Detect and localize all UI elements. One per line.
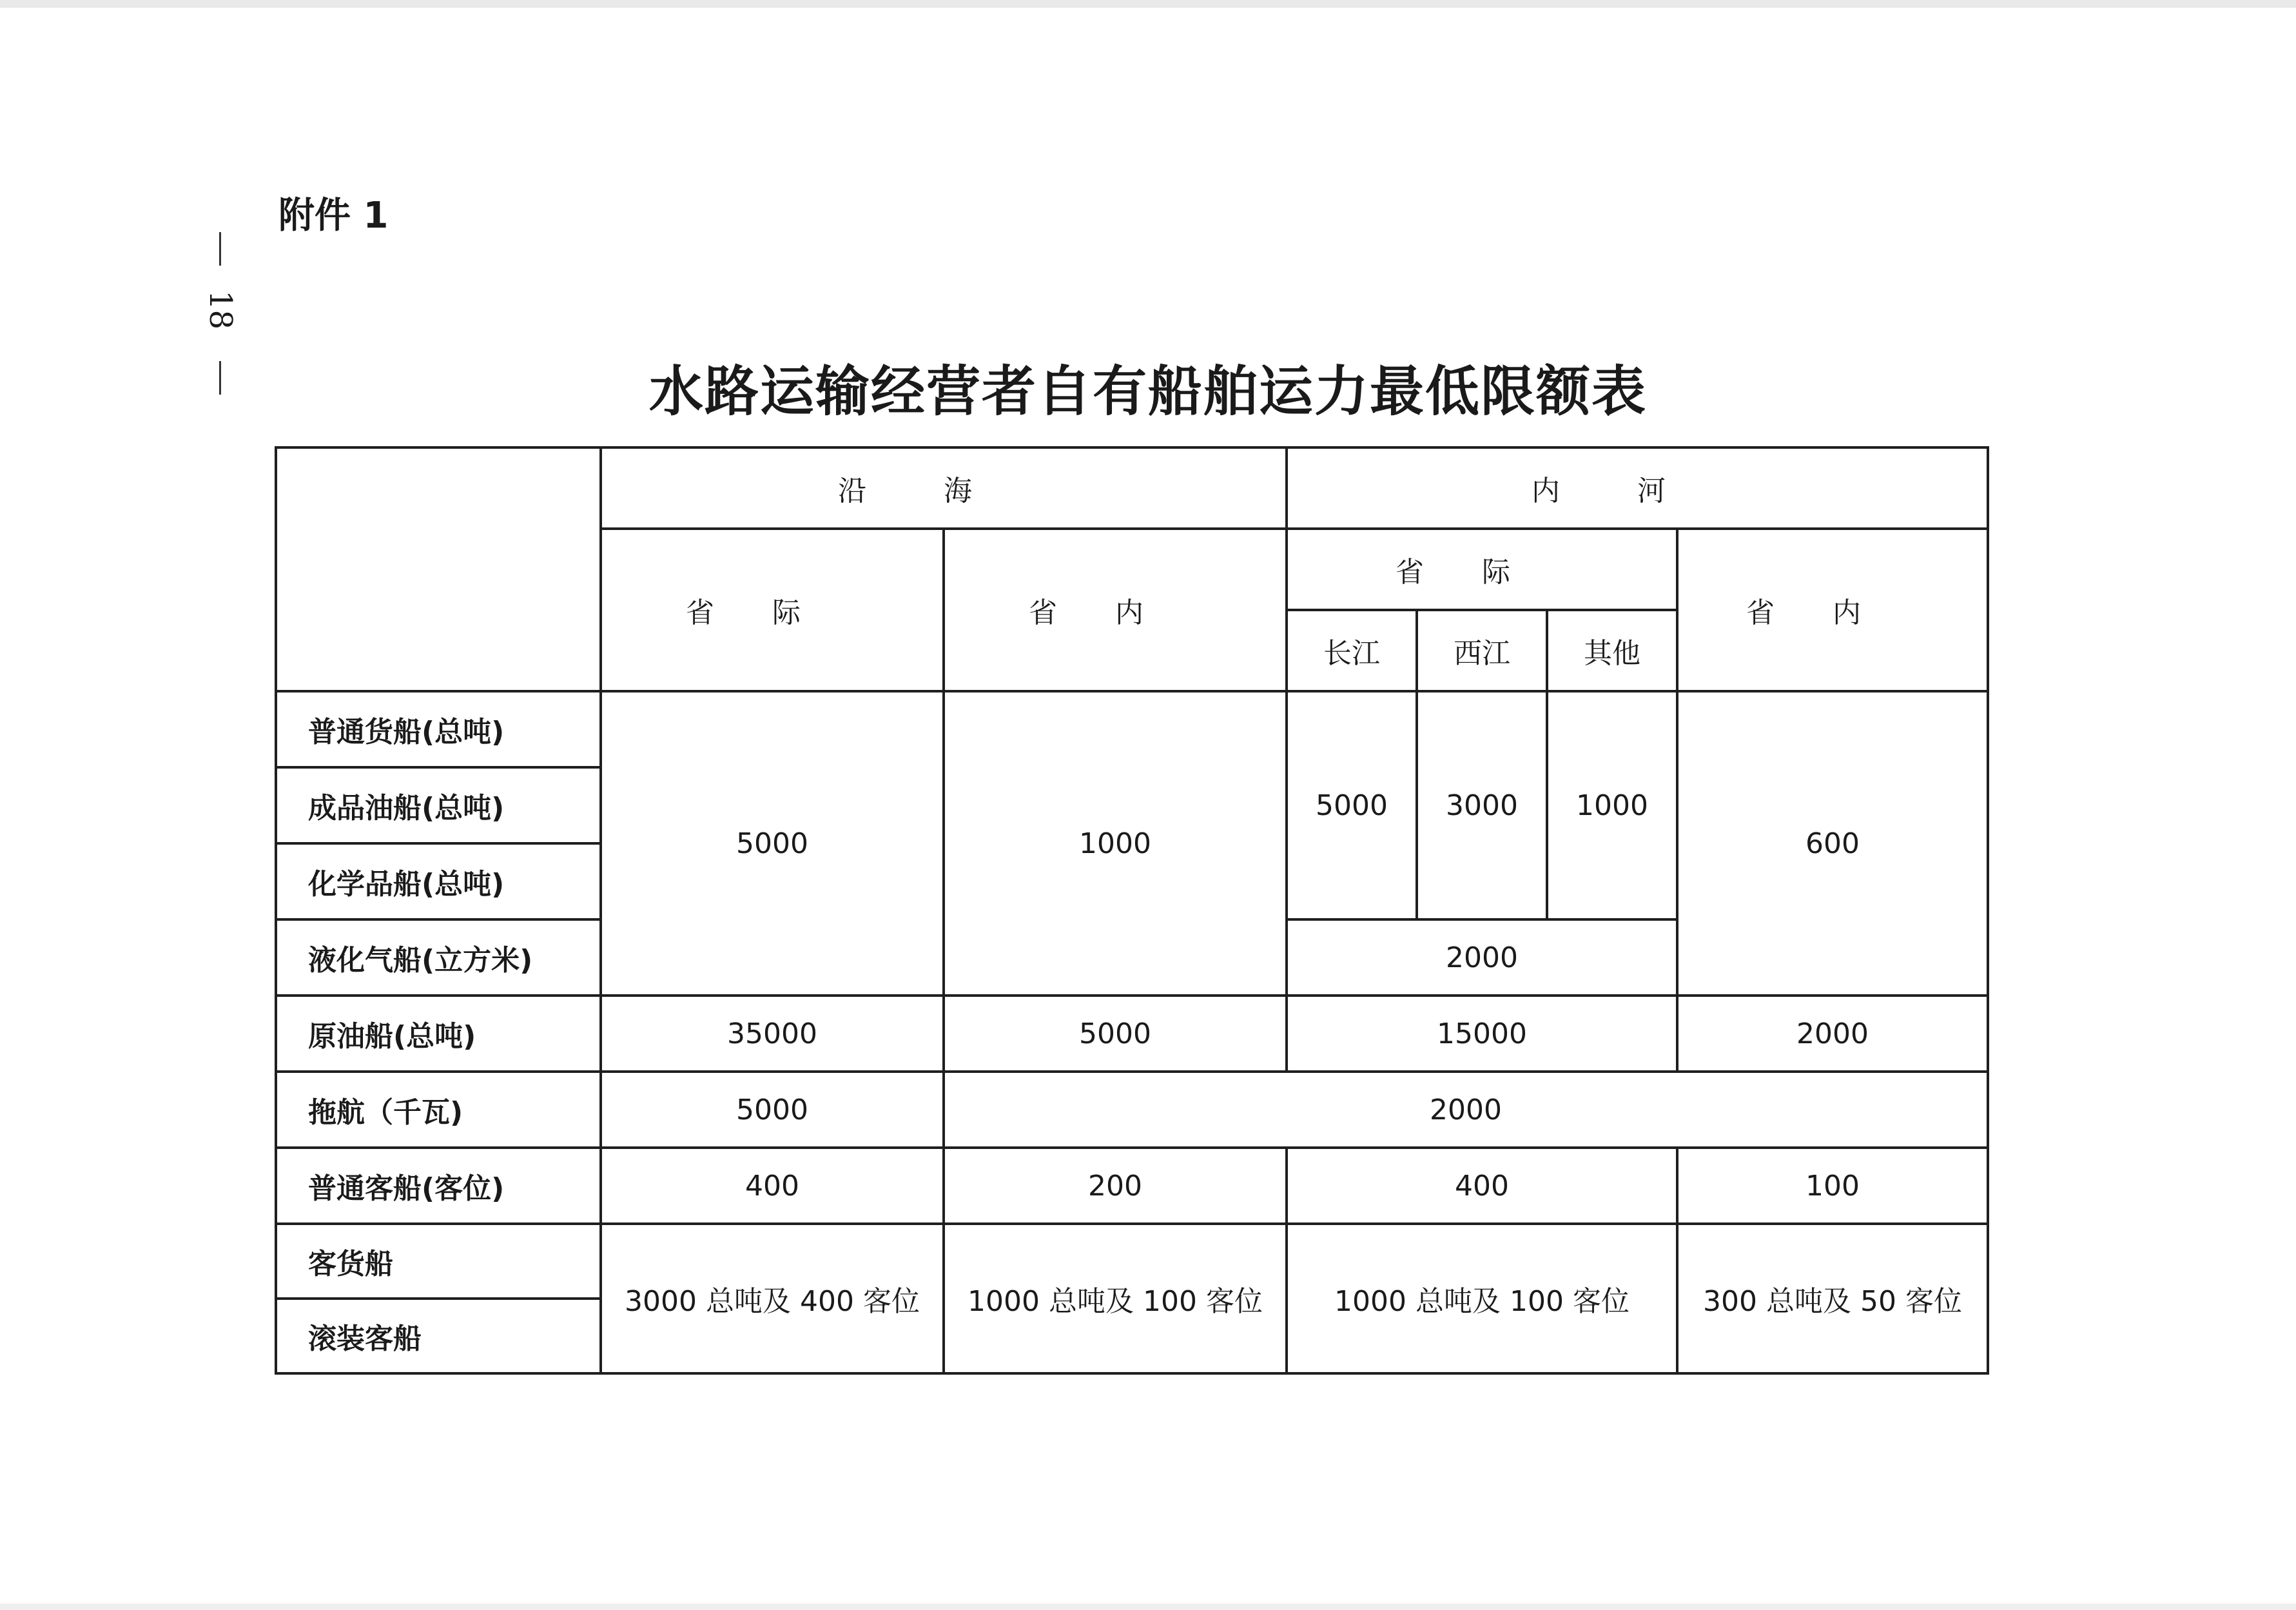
header-xijiang: 西江 [1417,610,1547,691]
capacity-table [275,446,1989,1375]
row-tug [276,1072,1988,1148]
cell-cargo-coastal-intra: 1000 [944,691,1287,996]
header-inland: 内河 [1287,447,1988,529]
cell-pc-inland-intra: 300 总吨及 50 客位 [1677,1224,1988,1373]
cell-passenger-inland-intra: 100 [1677,1148,1988,1224]
row-passenger [276,1148,1988,1224]
cell-cargo-coastal-inter: 5000 [601,691,944,996]
row-label-tug: 拖航（千瓦) [276,1072,601,1148]
row-label-roro-passenger: 滚装客船 [276,1299,601,1373]
header-other: 其他 [1547,610,1677,691]
header-inland-inter: 省际 [1287,529,1677,610]
row-passenger-cargo [276,1224,1988,1299]
row-label-chemical: 化学品船(总吨) [276,843,601,919]
header-coastal-intra: 省内 [944,529,1287,691]
row-label-passenger-cargo: 客货船 [276,1224,601,1299]
row-general-cargo [276,691,1988,767]
cell-cargo-yangtze: 5000 [1287,691,1417,919]
row-label-crude-oil: 原油船(总吨) [276,996,601,1072]
cell-crude-inland-inter: 15000 [1287,996,1677,1072]
cell-tug-coastal-inter: 5000 [601,1072,944,1148]
attachment-label: 附件 1 [278,195,389,237]
cell-passenger-inland-inter: 400 [1287,1148,1677,1224]
row-label-general-cargo: 普通货船(总吨) [276,691,601,767]
page-number-dash-top [219,232,221,266]
cell-pc-inland-inter: 1000 总吨及 100 客位 [1287,1224,1677,1373]
scan-edge-top [0,0,2296,8]
header-coastal-inter: 省际 [601,529,944,691]
cell-cargo-other: 1000 [1547,691,1677,919]
cell-pc-coastal-inter: 3000 总吨及 400 客位 [601,1224,944,1373]
row-crude-oil [276,996,1988,1072]
row-label-passenger: 普通客船(客位) [276,1148,601,1224]
cell-cargo-xijiang: 3000 [1417,691,1547,919]
cell-crude-coastal-inter: 35000 [601,996,944,1072]
cell-crude-coastal-intra: 5000 [944,996,1287,1072]
page-number: 18 [202,290,238,330]
cell-tug-rest: 2000 [944,1072,1988,1148]
cell-passenger-coastal-inter: 400 [601,1148,944,1224]
row-label-lpg: 液化气船(立方米) [276,919,601,996]
cell-passenger-coastal-intra: 200 [944,1148,1287,1224]
cell-pc-coastal-intra: 1000 总吨及 100 客位 [944,1224,1287,1373]
cell-lpg-inland-inter: 2000 [1287,919,1677,996]
header-coastal: 沿海 [601,447,1287,529]
row-label-product-oil: 成品油船(总吨) [276,767,601,843]
document-title: 水路运输经营者自有船舶运力最低限额表 [648,360,1647,423]
header-inland-intra: 省内 [1677,529,1988,691]
header-yangtze: 长江 [1287,610,1417,691]
corner-cell [276,447,601,691]
header-row-1 [276,447,1988,529]
scan-edge-bottom [0,1604,2296,1610]
cell-crude-inland-intra: 2000 [1677,996,1988,1072]
cell-cargo-inland-intra: 600 [1677,691,1988,996]
